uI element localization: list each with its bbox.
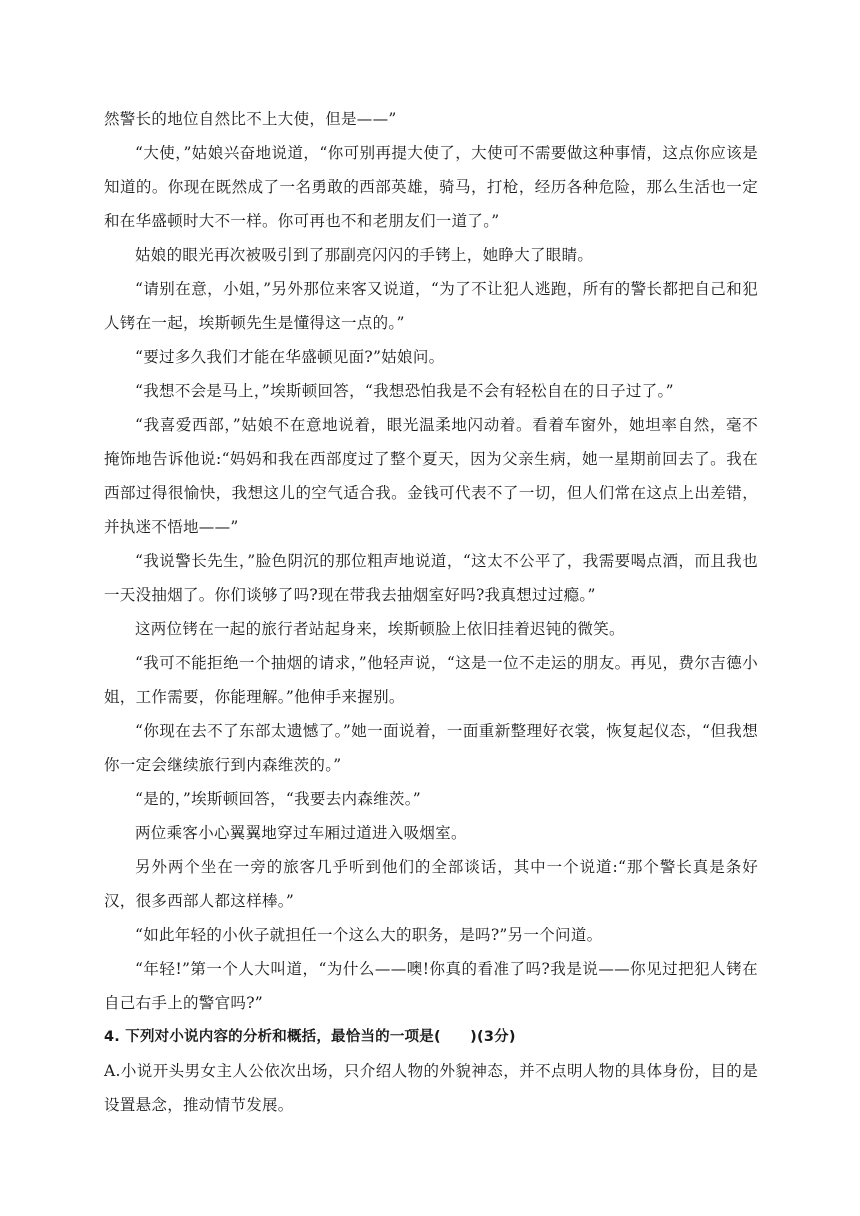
passage-paragraph: “你现在去不了东部太遗憾了。”她一面说着，一面重新整理好衣裳，恢复起仪态，“但我想你一定会继续旅行到内森维茨的。” [104, 722, 758, 774]
passage-paragraph: “是的，”埃斯顿回答，“我要去内森维茨。” [135, 790, 421, 808]
passage-paragraph: “要过多久我们才能在华盛顿见面?”姑娘问。 [135, 348, 445, 366]
passage-paragraph: 然警长的地位自然比不上大使，但是——” [104, 110, 397, 128]
passage-paragraph: “我想不会是马上，”埃斯顿回答，“我想恐怕我是不会有轻松自在的日子过了。” [135, 382, 674, 400]
passage-paragraph: 另外两个坐在一旁的旅客几乎听到他们的全部谈话，其中一个说道:“那个警长真是条好汉，很多西部人都这样棒。” [104, 858, 758, 910]
passage-paragraph: 姑娘的眼光再次被吸引到了那副亮闪闪的手铐上，她睁大了眼睛。 [135, 246, 594, 264]
story-passage [104, 102, 758, 1020]
passage-paragraph: 这两位铐在一起的旅行者站起身来，埃斯顿脸上依旧挂着迟钝的微笑。 [135, 620, 625, 638]
option-a: A.小说开头男女主人公依次出场，只介绍人物的外貌神态，并不点明人物的具体身份，目的是设置悬念，推动情节发展。 [104, 1062, 758, 1114]
passage-paragraph: “大使，”姑娘兴奋地说道，“你可别再提大使了，大使可不需要做这种事情，这点你应该是知道的。你现在既然成了一名勇敢的西部英雄，骑马，打枪，经历各种危险，那么生活也一定和在华盛顿时大不一样。你可再也不和老朋友们一道了。” [104, 144, 758, 230]
passage-paragraph: 两位乘客小心翼翼地穿过车厢过道进入吸烟室。 [135, 824, 467, 842]
answer-options [104, 1054, 758, 1122]
passage-paragraph: “我喜爱西部，”姑娘不在意地说着，眼光温柔地闪动着。看着车窗外，她坦率自然，毫不掩饰地告诉他说:“妈妈和我在西部度过了整个夏天，因为父亲生病，她一星期前回去了。我在西部过得很愉快，我想这儿的空气适合我。金钱可代表不了一切，但人们常在这点上出差错，并执迷不悟地——” [104, 416, 758, 536]
passage-paragraph: “请别在意，小姐，”另外那位来客又说道，“为了不让犯人逃跑，所有的警长都把自己和犯人铐在一起，埃斯顿先生是懂得这一点的。” [104, 280, 758, 332]
question-4-stem: 4. 下列对小说内容的分析和概括，最恰当的一项是( )(3分) [104, 1029, 516, 1045]
passage-paragraph: “我说警长先生，”脸色阴沉的那位粗声地说道，“这太不公平了，我需要喝点酒，而且我也一天没抽烟了。你们谈够了吗?现在带我去抽烟室好吗?我真想过过瘾。” [104, 552, 758, 604]
document-page [104, 102, 758, 1122]
passage-paragraph: “如此年轻的小伙子就担任一个这么大的职务，是吗?”另一个问道。 [135, 926, 603, 944]
passage-paragraph: “年轻!”第一个人大叫道，“为什么——噢!你真的看准了吗?我是说——你见过把犯人铐在自己右手上的警官吗?” [104, 960, 758, 1012]
passage-paragraph: “我可不能拒绝一个抽烟的请求，”他轻声说，“这是一位不走运的朋友。再见，费尔吉德小姐，工作需要，你能理解。”他伸手来握别。 [104, 654, 758, 706]
